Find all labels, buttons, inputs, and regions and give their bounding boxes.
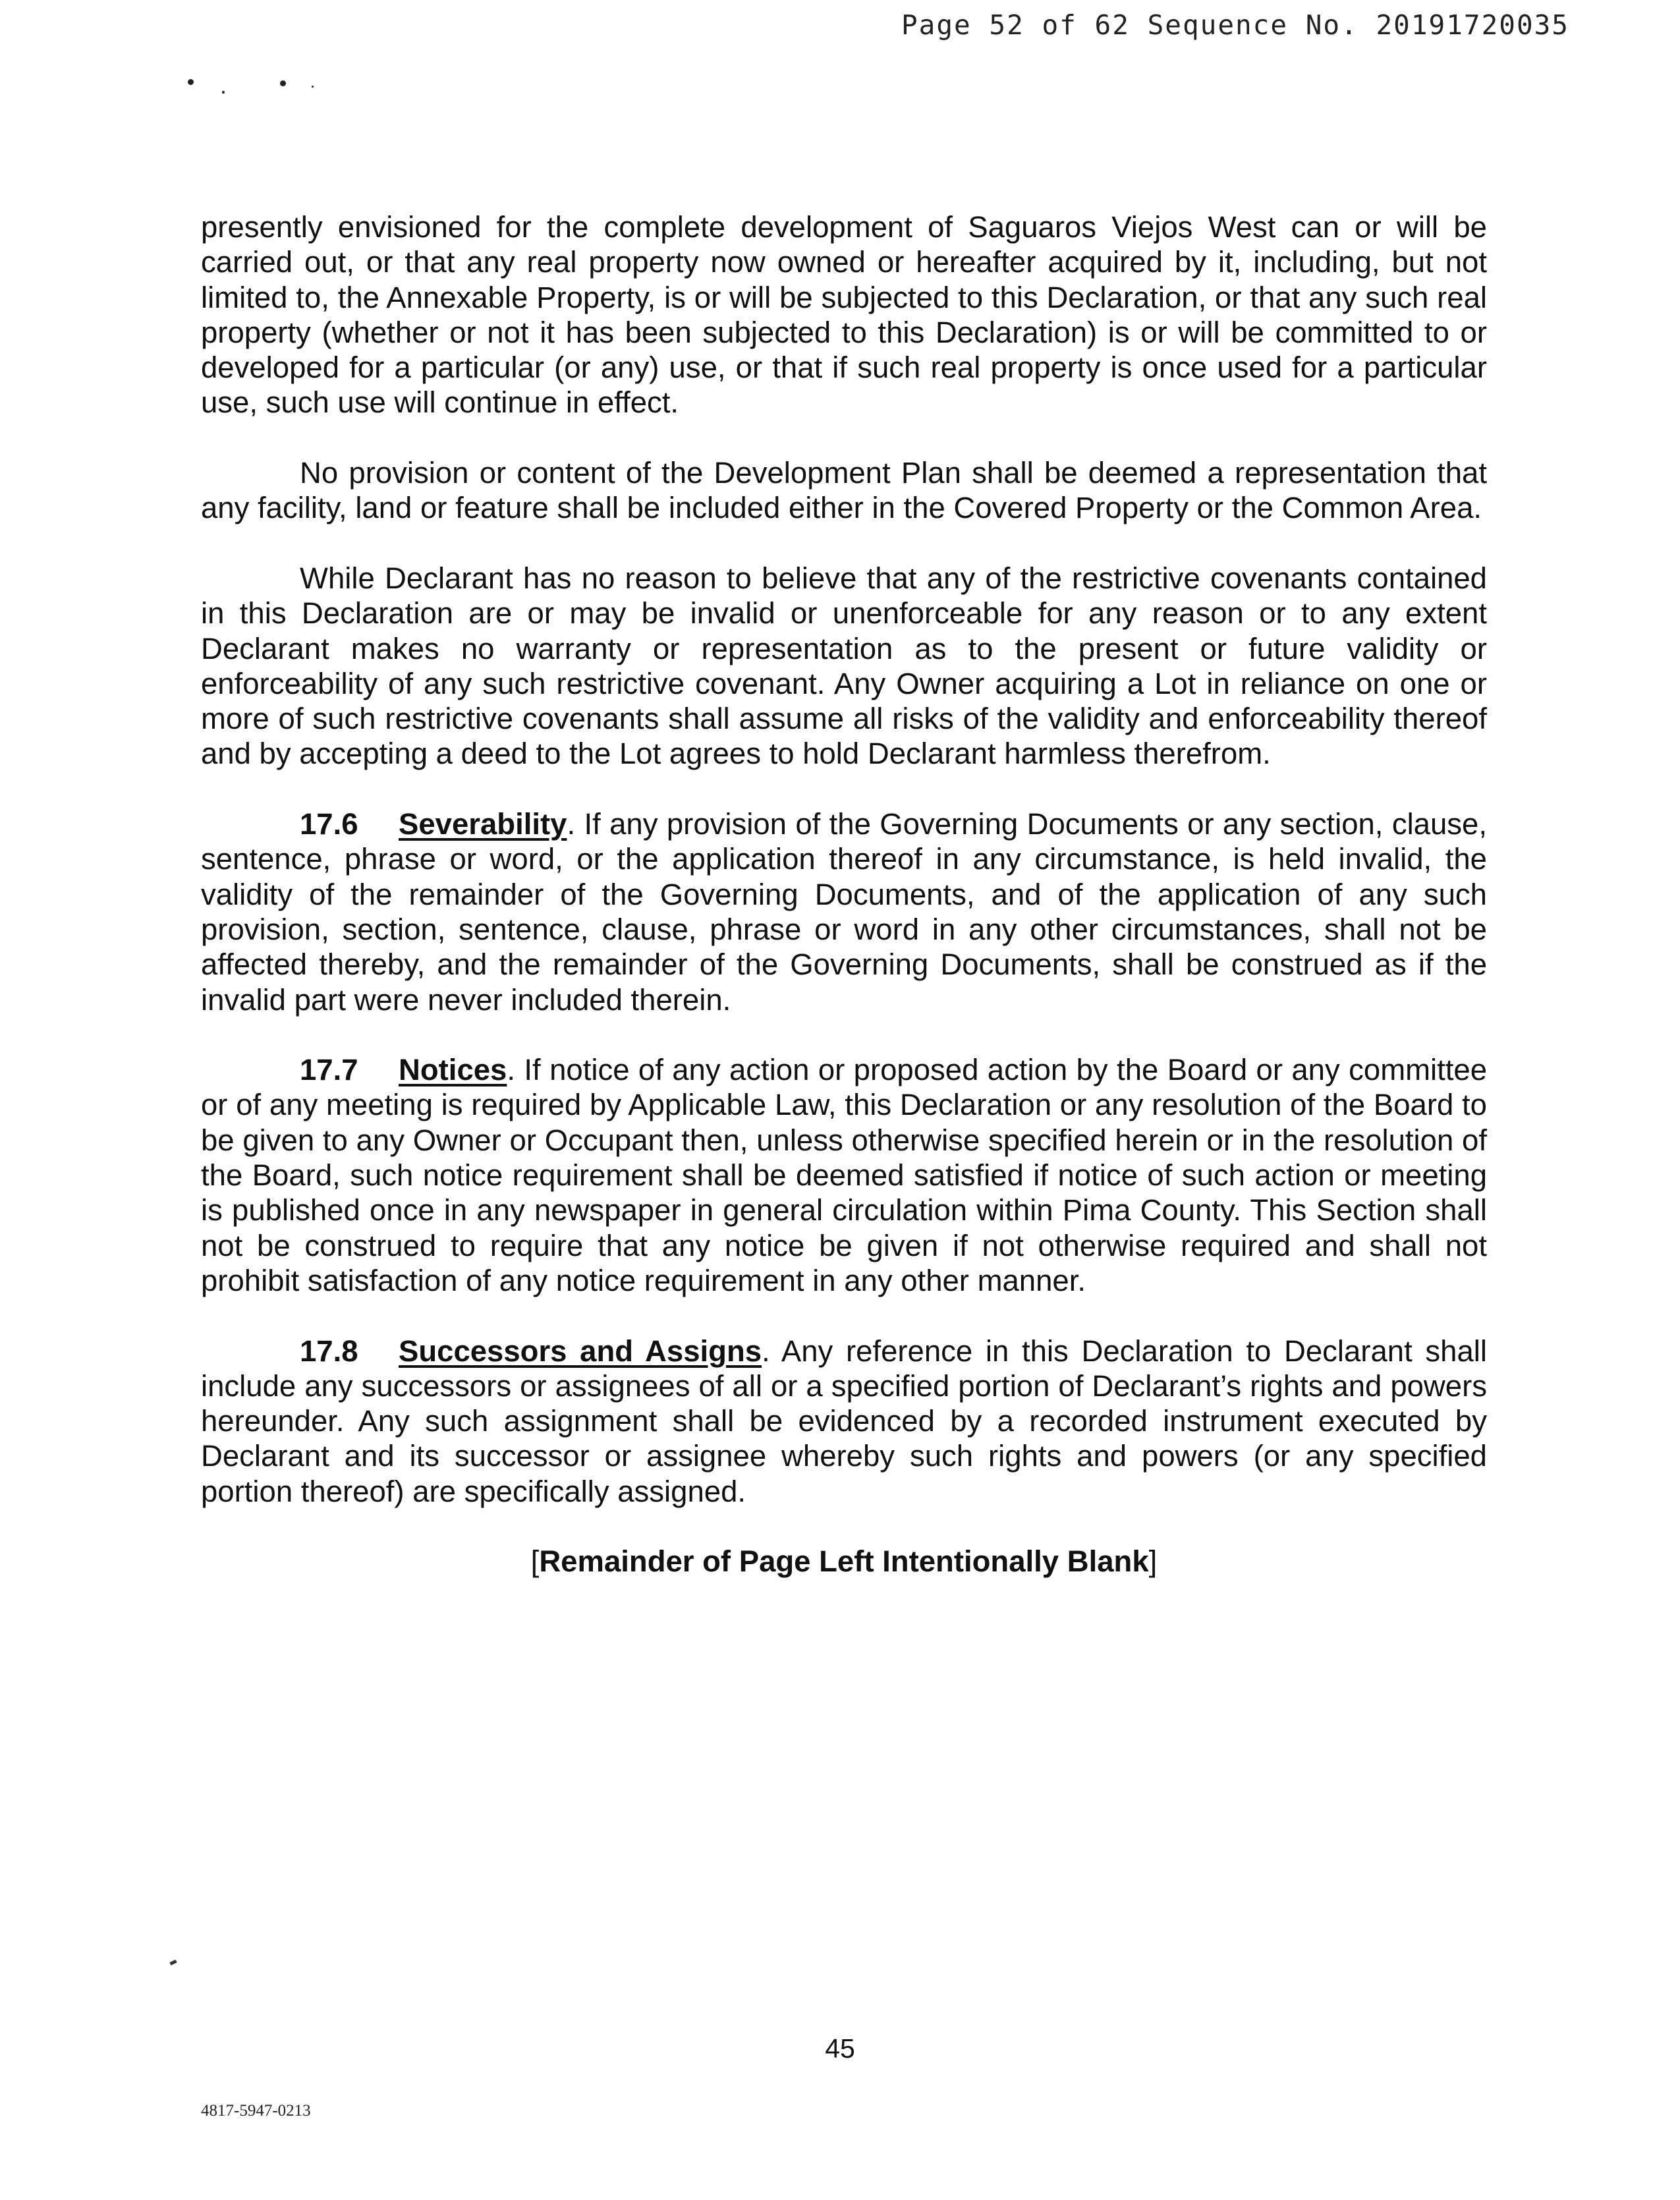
section-text: . If notice of any action or proposed action by the Board or any committee or of any meeting is required by Applicable Law, this Declaration or any resolution of the Board to be given to any Owner or Occupant then, unless otherwise specified herein or in the resolution of the Board, such notice requirement shall be deemed satisfied if notice of such action or meeting is published once in any newspaper in general circulation within Pima County. This Section shall not be construed to require that any notice be given if not otherwise required and shall not prohibit satisfaction of any notice requirement in any other manner. [201,1053,1487,1297]
section-title: Successors and Assigns [399,1334,762,1368]
section-text: . Any reference in this Declaration to Declarant shall include any successors or assignees of all or a specified portion of Declarant’s rights and powers hereunder. Any such assignment shall be evidenced by a recorded instrument executed by Declarant and its successor or assignee whereby such rights and powers (or any specified portion thereof) are specifically assigned. [201,1334,1487,1508]
document-id: 4817-5947-0213 [201,2102,311,2120]
scan-mark [169,1960,177,1965]
section-number: 17.6 [300,807,358,841]
section-title: Notices [399,1053,507,1087]
section-17-7 [201,1052,1487,1298]
section-title: Severability [399,807,567,841]
paragraph-restrictive-covenants: While Declarant has no reason to believe that any of the restrictive covenants contained in this Declaration are or may be invalid or unenforceable for any reason or to any extent Declarant makes no warranty or representation as to the present or future validity or enforceability of any such restrictive covenant. Any Owner acquiring a Lot in reliance on one or more of such restrictive covenants shall assume all risks of the validity and enforceability thereof and by accepting a deed to the Lot agrees to hold Declarant harmless therefrom. [201,561,1487,771]
section-number: 17.8 [300,1334,358,1368]
scan-specks [188,78,320,98]
section-number: 17.7 [300,1053,358,1087]
remainder-blank-note [201,1544,1487,1579]
document-body [201,210,1487,1614]
bracket-open: [ [530,1544,540,1579]
section-text: . If any provision of the Governing Documents or any section, clause, sentence, phrase or word, or the application thereof in any circumstance, is held invalid, the validity of the remainder of the Governing Documents, and of the application of any such provision, section, sentence, clause, phrase or word in any other circumstances, shall not be affected thereby, and the remainder of the Governing Documents, shall be construed as if the invalid part were never included therein. [201,807,1487,1017]
page-number: 45 [825,2033,855,2064]
paragraph-continuation: presently envisioned for the complete development of Saguaros Viejos West can or will be carried out, or that any real property now owned or hereafter acquired by it, including, but not limited to, the Annexable Property, is or will be subjected to this Declaration, or that any such real property (whether or not it has been subjected to this Declaration) is or will be committed to or developed for a particular (or any) use, or that if such real property is once used for a particular use, such use will continue in effect. [201,210,1487,420]
bracket-close: ] [1148,1544,1158,1579]
section-17-6 [201,806,1487,1017]
sequence-stamp: Page 52 of 62 Sequence No. 20191720035 [901,9,1569,41]
section-17-8 [201,1334,1487,1509]
paragraph-development-plan: No provision or content of the Development Plan shall be deemed a representation that any facility, land or feature shall be included either in the Covered Property or the Common Area. [201,456,1487,525]
blank-note-text: Remainder of Page Left Intentionally Blank [539,1544,1149,1579]
